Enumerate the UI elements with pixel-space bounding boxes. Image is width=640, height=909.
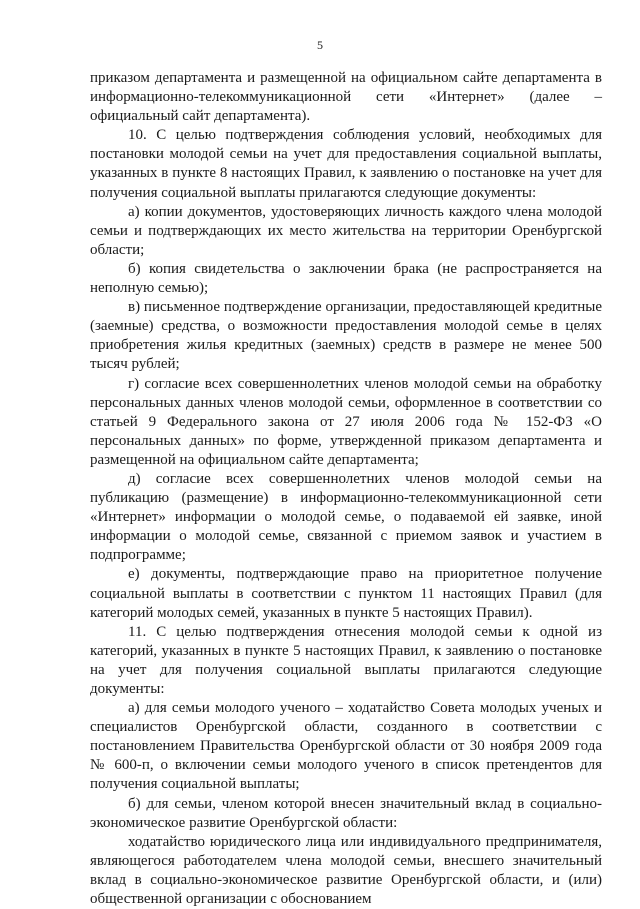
paragraph-11-b-detail: ходатайство юридического лица или индивидуального предпринимателя, являющегося работодателем члена молодой семьи, внесшего значительный вклад в социально-экономическое развитие Оренбургской области, и (или) общественной организации с обоснованием	[90, 833, 602, 908]
paragraph-10-v: в) письменное подтверждение организации, предоставляющей кредитные (заемные) средства, о возможности предоставления молодой семье в целях приобретения жилья кредитных (заемных) средств в размере не менее 500 тысяч рублей;	[90, 299, 602, 373]
paragraph-10-d: д) согласие всех совершеннолетних членов молодой семьи на публикацию (размещение) в информационно-телекоммуникационной сети «Интернет» информации о молодой семье, о подаваемой ей заявке, иной информации о молодой семье, связанной с приемом заявок и участием в подпрограмме;	[90, 470, 602, 564]
document-body	[90, 69, 602, 909]
paragraph-item-10: 10. С целью подтверждения соблюдения условий, необходимых для постановки молодой семьи на учет для предоставления социальной выплаты, указанных в пункте 8 настоящих Правил, к заявлению о постановке на учет для получения социальной выплаты прилагаются следующие документы:	[90, 127, 602, 201]
paragraph-continuation: приказом департамента и размещенной на официальном сайте департамента в информационно-телекоммуникационной сети «Интернет» (далее – официальный сайт департамента).	[90, 70, 602, 125]
page-number: 5	[317, 38, 323, 52]
paragraph-10-e: е) документы, подтверждающие право на приоритетное получение социальной выплаты в соответствии с пунктом 11 настоящих Правил (для категорий молодых семей, указанных в пункте 5 настоящих Правил).	[90, 566, 602, 621]
paragraph-10-b: б) копия свидетельства о заключении брака (не распространяется на неполную семью);	[90, 260, 602, 297]
paragraph-item-11: 11. С целью подтверждения отнесения молодой семьи к одной из категорий, указанных в пункте 5 настоящих Правил, к заявлению о постановке на учет для получения социальной выплаты прилагаются следующие документы:	[90, 623, 602, 697]
paragraph-11-a: а) для семьи молодого ученого – ходатайство Совета молодых ученых и специалистов Оренбургской области, созданного в соответствии с постановлением Правительства Оренбургской области от 30 ноября 2009 года № 600-п, о включении семьи молодого ученого в список претендентов для получения социальной выплаты;	[90, 700, 602, 793]
paragraph-10-a: а) копии документов, удостоверяющих личность каждого члена молодой семьи и подтверждающих их место жительства на территории Оренбургской области;	[90, 203, 602, 258]
paragraph-10-g: г) согласие всех совершеннолетних членов молодой семьи на обработку персональных данных членов молодой семьи, оформленное в соответствии со статьей 9 Федерального закона от 27 июля 2006 года № 152-ФЗ «О персональных данных» по форме, утвержденной приказом департамента и размещенной на официальном сайте департамента;	[90, 375, 602, 468]
paragraph-11-b: б) для семьи, членом которой внесен значительный вклад в социально-экономическое развитие Оренбургской области:	[90, 795, 602, 831]
